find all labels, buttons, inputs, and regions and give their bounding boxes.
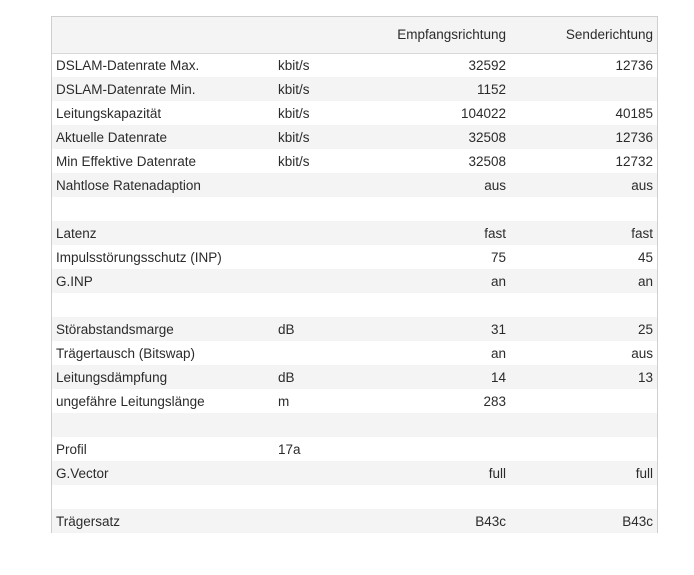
row-label (52, 413, 274, 437)
dsl-info-table-container (51, 16, 658, 533)
row-upstream-value (510, 413, 657, 437)
row-unit: kbit/s (278, 153, 310, 169)
table-row (52, 245, 657, 269)
row-upstream-value: an (637, 273, 653, 289)
table-row (52, 197, 657, 221)
table-row (52, 53, 657, 77)
row-upstream-value: 13 (637, 369, 653, 385)
table-row (52, 413, 657, 437)
row-label: DSLAM-Datenrate Max. (56, 57, 200, 73)
row-upstream-value: 12736 (615, 129, 653, 145)
row-unit: 17a (278, 441, 301, 457)
row-upstream-value (510, 77, 657, 101)
row-label (52, 485, 274, 509)
row-downstream-value: 32592 (468, 57, 506, 73)
row-label: Nahtlose Ratenadaption (56, 177, 201, 193)
row-label: Trägersatz (56, 513, 121, 529)
table-row (52, 365, 657, 389)
row-downstream-value: 14 (490, 369, 506, 385)
row-unit (274, 293, 364, 317)
row-upstream-value: B43c (622, 513, 653, 529)
row-unit: kbit/s (278, 57, 310, 73)
row-label: Impulsstörungsschutz (INP) (56, 249, 222, 265)
header-unit (274, 17, 364, 53)
header-downstream: Empfangsrichtung (364, 17, 510, 53)
row-unit (274, 197, 364, 221)
table-row (52, 437, 657, 461)
row-label: G.Vector (56, 465, 109, 481)
row-unit: m (278, 393, 290, 409)
row-label: Aktuelle Datenrate (56, 129, 168, 145)
row-unit: kbit/s (278, 105, 310, 121)
row-downstream-value: fast (484, 225, 506, 241)
row-label: Trägertausch (Bitswap) (56, 345, 196, 361)
row-upstream-value (510, 389, 657, 413)
header-upstream: Senderichtung (510, 17, 657, 53)
table-row (52, 485, 657, 509)
row-downstream-value: 32508 (468, 153, 506, 169)
table-row (52, 173, 657, 197)
table-row (52, 461, 657, 485)
row-downstream-value: 1152 (476, 81, 506, 97)
row-unit: kbit/s (278, 81, 310, 97)
table-row (52, 125, 657, 149)
row-upstream-value: 25 (637, 321, 653, 337)
row-downstream-value: an (490, 273, 506, 289)
row-unit (274, 461, 364, 485)
row-upstream-value: fast (631, 225, 653, 241)
row-unit (274, 269, 364, 293)
row-label: Min Effektive Datenrate (56, 153, 197, 169)
row-unit (274, 485, 364, 509)
row-unit: dB (278, 321, 295, 337)
row-upstream-value (510, 197, 657, 221)
row-downstream-value: 31 (490, 321, 506, 337)
row-label: Störabstandsmarge (56, 321, 174, 337)
row-upstream-value: aus (631, 345, 653, 361)
table-row (52, 341, 657, 365)
row-upstream-value (510, 485, 657, 509)
row-downstream-value: aus (484, 177, 506, 193)
row-upstream-value: full (635, 465, 653, 481)
row-upstream-value: 45 (637, 249, 653, 265)
table-row (52, 389, 657, 413)
row-unit (274, 413, 364, 437)
row-downstream-value: 32508 (468, 129, 506, 145)
table-row (52, 101, 657, 125)
row-label: ungefähre Leitungslänge (56, 393, 205, 409)
row-downstream-value (364, 293, 510, 317)
row-unit (274, 173, 364, 197)
row-downstream-value: 104022 (460, 105, 506, 121)
table-row (52, 317, 657, 341)
table-row (52, 149, 657, 173)
row-downstream-value: an (490, 345, 506, 361)
row-label: Profil (56, 441, 87, 457)
table-row (52, 509, 657, 533)
row-downstream-value (364, 485, 510, 509)
row-unit (274, 221, 364, 245)
table-header-row (52, 17, 657, 53)
table-row (52, 293, 657, 317)
row-downstream-value: B43c (475, 513, 506, 529)
row-downstream-value (364, 413, 510, 437)
table-row (52, 221, 657, 245)
row-unit (274, 509, 364, 533)
dsl-info-table (52, 17, 657, 533)
row-downstream-value (364, 197, 510, 221)
row-unit: kbit/s (278, 129, 310, 145)
table-row (52, 269, 657, 293)
row-upstream-value: aus (631, 177, 653, 193)
row-downstream-value: 283 (483, 393, 506, 409)
row-label: Leitungsdämpfung (56, 369, 168, 385)
row-downstream-value: full (488, 465, 506, 481)
row-label: G.INP (56, 273, 93, 289)
row-downstream-value: 75 (490, 249, 506, 265)
row-unit: dB (278, 369, 295, 385)
row-upstream-value: 40185 (615, 105, 653, 121)
row-label (52, 197, 274, 221)
row-upstream-value: 12736 (615, 57, 653, 73)
row-upstream-value: 12732 (615, 153, 653, 169)
row-label: Latenz (56, 225, 97, 241)
header-label (52, 17, 274, 53)
row-label: Leitungskapazität (56, 105, 162, 121)
row-label: DSLAM-Datenrate Min. (56, 81, 196, 97)
row-unit (274, 341, 364, 365)
table-row (52, 77, 657, 101)
row-unit (274, 245, 364, 269)
row-label (52, 293, 274, 317)
row-downstream-value (364, 437, 510, 461)
row-upstream-value (510, 293, 657, 317)
row-upstream-value (510, 437, 657, 461)
